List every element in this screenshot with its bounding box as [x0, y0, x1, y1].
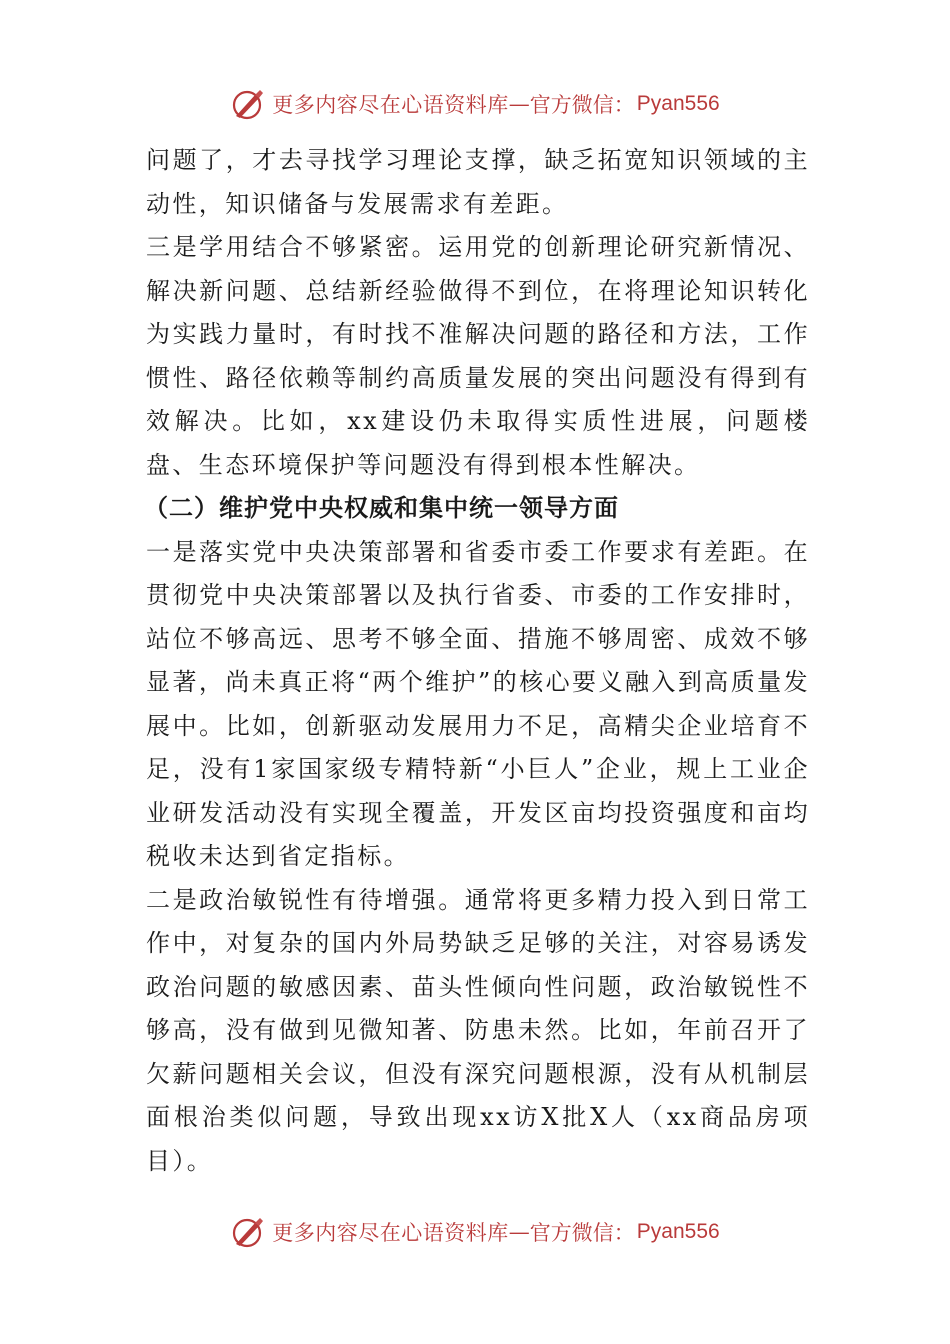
paragraph-point-one: 一是落实党中央决策部署和省委市委工作要求有差距。在贯彻党中央决策部署以及执行省委、市委的工作安排时，站位不够高远、思考不够全面、措施不够周密、成效不够显著，尚未真正将“两个维护”的核心要义融入到高质量发展中。比如，创新驱动发展用力不足，高精尖企业培育不足，没有1家国家级专精特新“小巨人”企业，规上工业企业研发活动没有实现全覆盖，开发区亩均投资强度和亩均税收未达到省定指标。	[146, 537, 810, 870]
banner-account-label: 官方微信：	[529, 1221, 635, 1245]
banner-separator: —	[508, 1220, 530, 1244]
banner-site-name: 更多内容尽在心语资料库	[272, 93, 509, 117]
header-banner	[0, 82, 950, 126]
section-heading: （二）维护党中央权威和集中统一领导方面	[144, 494, 619, 522]
footer-banner	[0, 1210, 950, 1254]
pen-circle-logo-icon	[230, 86, 266, 122]
banner-separator: —	[508, 92, 530, 116]
banner-wechat-id: Pyan556	[636, 92, 720, 115]
banner-site-name: 更多内容尽在心语资料库	[272, 1221, 509, 1245]
document-body	[146, 139, 810, 1183]
banner-account-label: 官方微信：	[529, 93, 635, 117]
paragraph-point-three: 三是学用结合不够紧密。运用党的创新理论研究新情况、解决新问题、总结新经验做得不到位，在将理论知识转化为实践力量时，有时找不准解决问题的路径和方法，工作惯性、路径依赖等制约高质量发展的突出问题没有得到有效解决。比如，xx建设仍未取得实质性进展，问题楼盘、生态环境保护等问题没有得到根本性解决。	[146, 233, 810, 479]
banner-wechat-id: Pyan556	[636, 1220, 720, 1243]
paragraph-continuation: 问题了，才去寻找学习理论支撑，缺乏拓宽知识领域的主动性，知识储备与发展需求有差距。	[146, 146, 810, 218]
pen-circle-logo-icon	[230, 1214, 266, 1250]
paragraph-point-two: 二是政治敏锐性有待增强。通常将更多精力投入到日常工作中，对复杂的国内外局势缺乏足够的关注，对容易诱发政治问题的敏感因素、苗头性倾向性问题，政治敏锐性不够高，没有做到见微知著、防患未然。比如，年前召开了欠薪问题相关会议，但没有深究问题根源，没有从机制层面根治类似问题，导致出现xx访X批X人（xx商品房项目）。	[146, 885, 810, 1175]
